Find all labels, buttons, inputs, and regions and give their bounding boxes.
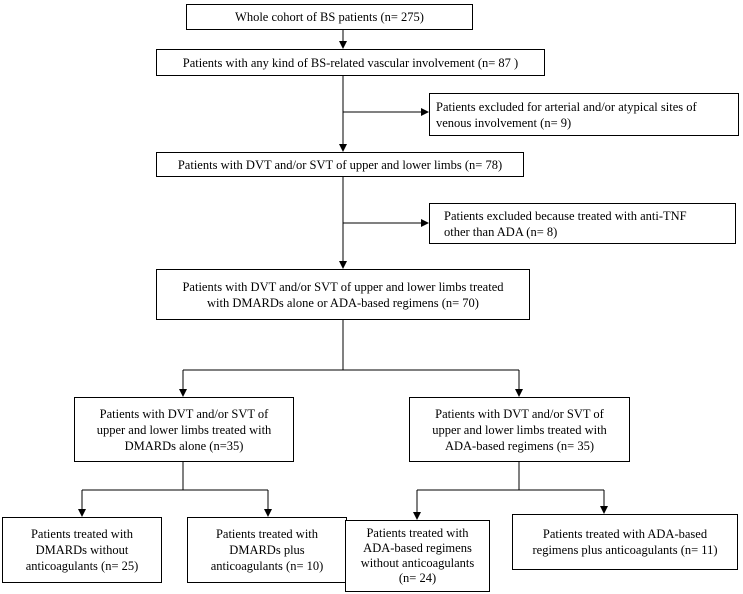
ada-based-box: Patients with DVT and/or SVT of upper and lower limbs treated with ADA-based regimens (n= 35) [409,397,630,462]
dmards-without-anticoag-box: Patients treated with DMARDs without anticoagulants (n= 25) [2,517,162,583]
ada-without-anticoag-box: Patients treated with ADA-based regimens without anticoagulants (n= 24) [345,520,490,592]
treated-dmards-or-ada-box: Patients with DVT and/or SVT of upper and lower limbs treated with DMARDs alone or ADA-based regimens (n= 70) [156,269,530,320]
excluded-arterial-box: Patients excluded for arterial and/or atypical sites of venous involvement (n= 9) [429,93,739,136]
dmards-plus-anticoag-box: Patients treated with DMARDs plus anticoagulants (n= 10) [187,517,347,583]
dmards-alone-box: Patients with DVT and/or SVT of upper and lower limbs treated with DMARDs alone (n=35) [74,397,294,462]
dvt-svt-box: Patients with DVT and/or SVT of upper and lower limbs (n= 78) [156,152,524,177]
whole-cohort-box: Whole cohort of BS patients (n= 275) [186,4,473,30]
excluded-anti-tnf-box: Patients excluded because treated with anti-TNF other than ADA (n= 8) [429,203,736,244]
vascular-involvement-box: Patients with any kind of BS-related vascular involvement (n= 87 ) [156,49,545,76]
ada-plus-anticoag-box: Patients treated with ADA-based regimens plus anticoagulants (n= 11) [512,514,738,570]
